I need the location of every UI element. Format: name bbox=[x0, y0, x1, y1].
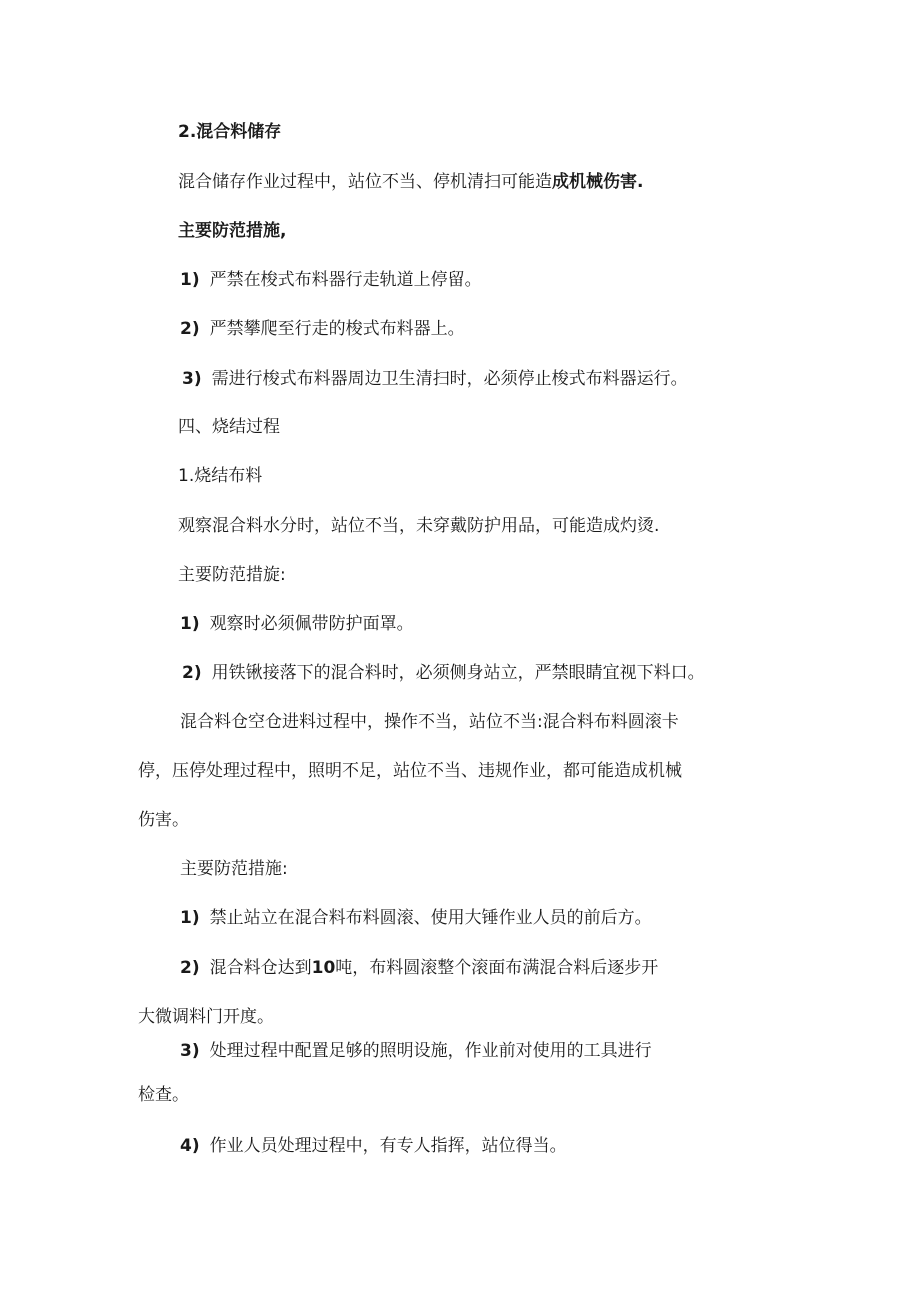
item-number: 2) bbox=[180, 319, 200, 339]
section-2-measures-title: 主要防范措施, bbox=[178, 221, 287, 241]
paragraph-line-3: 伤害。 bbox=[138, 810, 189, 830]
section-4-measures-title-2: 主要防范措施: bbox=[180, 859, 288, 879]
section-4-item2-3-continuation: 检查。 bbox=[138, 1085, 189, 1105]
item-text: 需进行梭式布料器周边卫生清扫时，必须停止梭式布料器运行。 bbox=[211, 369, 688, 389]
section-2-desc bbox=[178, 170, 643, 194]
item-text: 处理过程中配置足够的照明设施，作业前对使用的工具进行 bbox=[209, 1041, 652, 1061]
section-4-sub-1-measures-title: 主要防范措旋: bbox=[178, 565, 286, 585]
item-number: 1) bbox=[180, 270, 200, 290]
paragraph-line-1: 混合料仓空仓进料过程中，操作不当，站位不当:混合料布料圆滚卡 bbox=[180, 712, 679, 732]
section-4-sub-1-desc: 观察混合料水分时，站位不当，未穿戴防护用品，可能造成灼烫. bbox=[178, 516, 660, 536]
section-4-title: 四、烧结过程 bbox=[178, 417, 280, 437]
section-4-sub-1-title: 1.烧结布料 bbox=[178, 466, 263, 486]
section-4-sub-1-item-1 bbox=[180, 612, 414, 636]
section-4-item2-4 bbox=[180, 1134, 567, 1158]
item-text-b: 吨，布料圆滚整个滚面布满混合料后逐步开 bbox=[335, 958, 659, 978]
item-text: 禁止站立在混合料布料圆滚、使用大锤作业人员的前后方。 bbox=[209, 908, 652, 928]
item-number: 3) bbox=[180, 1041, 200, 1061]
paragraph-line-2: 停，压停处理过程中，照明不足，站位不当、违规作业，都可能造成机械 bbox=[138, 761, 682, 781]
item-text-a: 混合料仓达到 bbox=[209, 958, 312, 978]
section-2-title: 2.混合料储存 bbox=[178, 122, 282, 142]
item-number: 4) bbox=[180, 1136, 200, 1156]
item-number: 1) bbox=[180, 614, 200, 634]
item-number: 2) bbox=[182, 663, 202, 683]
section-4-item2-1 bbox=[180, 906, 652, 930]
item-number: 1) bbox=[180, 908, 200, 928]
section-2-desc-part-a: 混合储存作业过程中，站位不当、停机清扫可能造 bbox=[178, 172, 552, 192]
section-4-item2-2-continuation: 大微调料门开度。 bbox=[138, 1007, 274, 1027]
item-text: 严禁在梭式布料器行走轨道上停留。 bbox=[209, 270, 482, 290]
item-text-bold: 10 bbox=[311, 958, 336, 978]
section-2-item-2 bbox=[180, 317, 465, 341]
section-4-item2-3 bbox=[180, 1039, 652, 1063]
item-text: 作业人员处理过程中，有专人指挥，站位得当。 bbox=[209, 1136, 567, 1156]
item-number: 2) bbox=[180, 958, 200, 978]
section-4-item2-2 bbox=[180, 956, 658, 980]
section-4-sub-1-item-2 bbox=[182, 661, 705, 685]
item-number: 3) bbox=[182, 369, 202, 389]
item-text: 严禁攀爬至行走的梭式布料器上。 bbox=[209, 319, 465, 339]
section-2-desc-part-b: 成机械伤害. bbox=[552, 172, 644, 192]
section-2-item-3 bbox=[182, 367, 688, 391]
section-2-item-1 bbox=[180, 268, 482, 292]
item-text: 用铁锹接落下的混合料时，必须侧身站立，严禁眼睛宜视下料口。 bbox=[211, 663, 705, 683]
item-text: 观察时必须佩带防护面罩。 bbox=[209, 614, 414, 634]
